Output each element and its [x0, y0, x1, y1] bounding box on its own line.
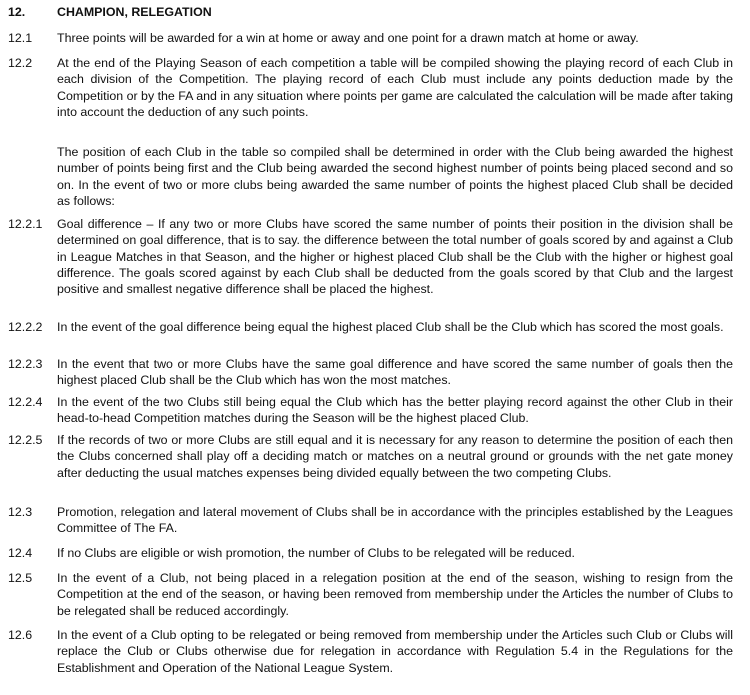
section-heading — [8, 4, 212, 20]
clause-text: At the end of the Playing Season of each competition a table will be compiled showing the playing record of each Club in each division of the Competition. The playing record of each Club must include any points deduction made by the Competition or by the FA and in any situation where points per game are calculated the calculation will be made after taking into account the deduction of any such points. — [57, 56, 733, 119]
clause-text: In the event of the two Clubs still being equal the Club which has the better playing record against the other Club in their head-to-head Competition matches during the Season will be the highest placed Club. — [57, 395, 733, 426]
clause-text: If no Clubs are eligible or wish promotion, the number of Clubs to be relegated will be reduced. — [57, 546, 575, 560]
clause-number: 12.2 — [8, 56, 33, 70]
clause-number: 12.5 — [8, 571, 33, 585]
clause-text: The position of each Club in the table so compiled shall be determined in order with the Club being awarded the highest number of points being first and the Club being awarded the second highest number of points being placed second and so on. In the event of two or more clubs being awarded the same number of points the highest placed Club shall be decided as follows: — [57, 145, 733, 208]
clause-number: 12.4 — [8, 546, 33, 560]
clause-text: In the event that two or more Clubs have the same goal difference and have scored the same number of goals then the highest placed Club shall be the Club which has won the most matches. — [57, 357, 733, 388]
section-number: 12. — [8, 5, 26, 19]
clause-text: In the event of the goal difference being equal the highest placed Club shall be the Club which has scored the most goals. — [57, 320, 724, 334]
clause-number: 12.6 — [8, 628, 33, 642]
clause-text: If the records of two or more Clubs are still equal and it is necessary for any reason to determine the position of each then the Clubs concerned shall play off a deciding match or matches on a neutral ground or grounds with the net gate money after deducting the usual matches expenses being divided equally between the two competing Clubs. — [57, 433, 733, 480]
clause-number: 12.2.1 — [8, 217, 43, 231]
clause-text: Three points will be awarded for a win at home or away and one point for a drawn match at home or away. — [57, 31, 639, 45]
clause-number: 12.2.3 — [8, 357, 43, 371]
clause-text: In the event of a Club, not being placed in a relegation position at the end of the season, wishing to resign from the Competition at the end of the season, or having been removed from membership under the Articles the number of Clubs to be relegated shall be reduced accordingly. — [57, 571, 733, 618]
clause-number: 12.2.2 — [8, 320, 43, 334]
clause-text: In the event of a Club opting to be relegated or being removed from membership under the Articles such Club or Clubs will replace the Club or Clubs otherwise due for relegation in accordance with Regulation 5.4 in the Regulations for the Establishment and Operation of the National League System. — [57, 628, 733, 675]
clause-text: Goal difference – If any two or more Clubs have scored the same number of points their position in the division shall be determined on goal difference, that is to say. the difference between the total number of goals scored by and against a Club in League Matches in that Season, and the higher or highest placed Club shall be the Club with the higher or highest goal difference. The goals scored against by each Club shall be deducted from the goals scored by that Club and the largest positive and smallest negative difference shall be placed the highest. — [57, 217, 733, 297]
clause-text: Promotion, relegation and lateral movement of Clubs shall be in accordance with the principles established by the Leagues Committee of The FA. — [57, 505, 733, 536]
clause-number: 12.1 — [8, 31, 33, 45]
clause-number: 12.2.4 — [8, 395, 43, 409]
clause-number: 12.2.5 — [8, 433, 43, 447]
section-title: CHAMPION, RELEGATION — [57, 5, 212, 19]
clause-number: 12.3 — [8, 505, 33, 519]
